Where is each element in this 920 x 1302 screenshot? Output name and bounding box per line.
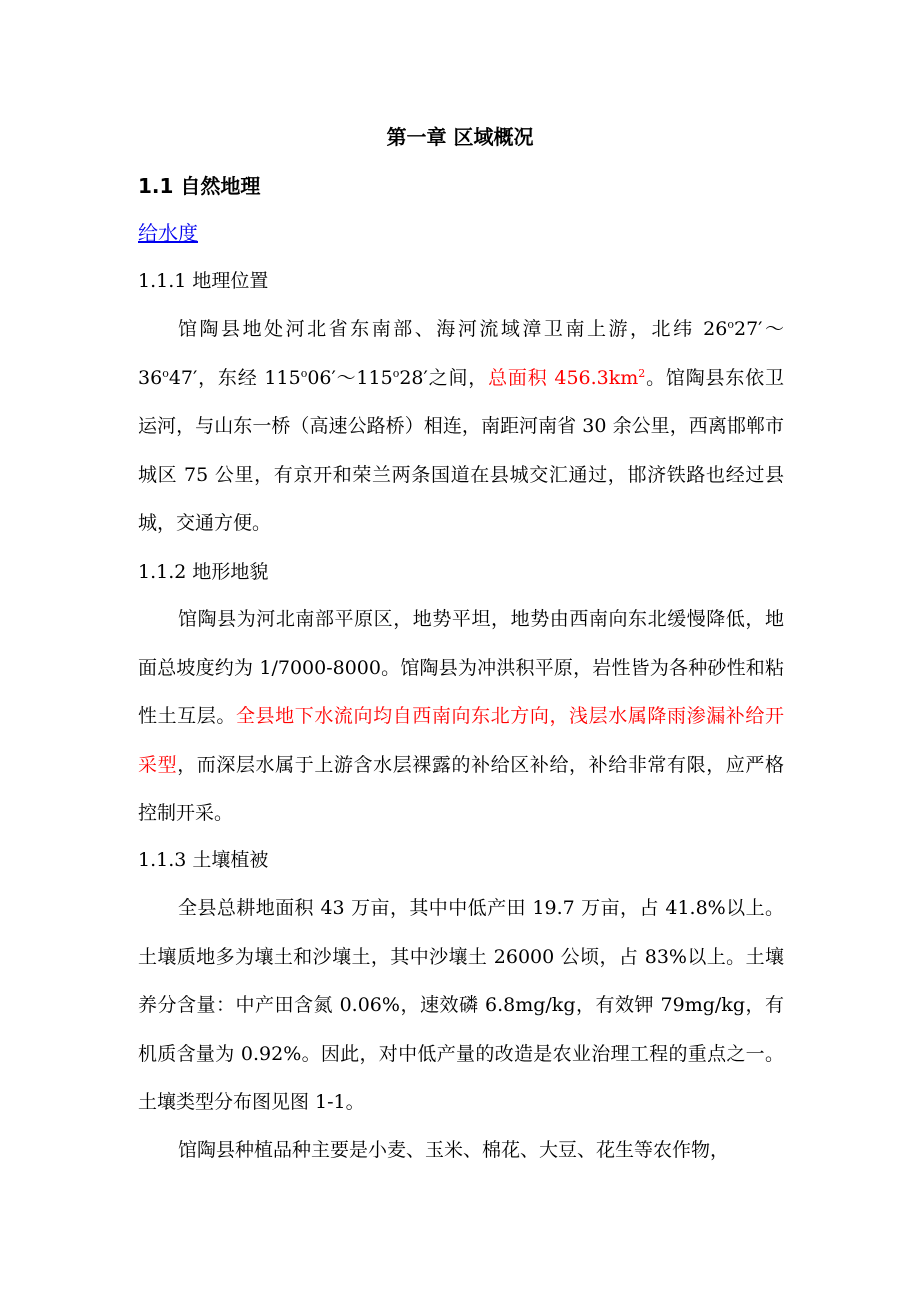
degree-mark: o <box>300 366 308 380</box>
degree-mark: o <box>727 318 734 331</box>
text-run: 馆陶县地处河北省东南部、海河流域漳卫南上游，北纬 26 <box>178 318 728 340</box>
highlighted-area-text: 总面积 456.3km <box>488 366 639 389</box>
superscript-squared: 2 <box>638 366 646 380</box>
water-supply-link[interactable]: 给水度 <box>138 221 198 245</box>
paragraph-crops: 馆陶县种植品种主要是小麦、玉米、棉花、大豆、花生等农作物， <box>178 1139 730 1161</box>
text-run: 馆陶县为河北南部平原区，地势平坦，地势由西南向东北缓慢降低，地面总坡度约为 1/7000-8000。馆陶县为冲洪积平原，岩性皆为各种砂性和粘性土互层。 <box>138 608 784 727</box>
subsection-heading-soil: 1.1.3 土壤植被 <box>138 849 269 871</box>
subsection-heading-location: 1.1.1 地理位置 <box>138 270 269 292</box>
paragraph-soil: 全县总耕地面积 43 万亩，其中中低产田 19.7 万亩，占 41.8%以上。土壤质地多为壤土和沙壤土，其中沙壤土 26000 公顷，占 83%以上。土壤养分含量：中产田含氮 0.06%，速效磷 6.8mg/kg，有效钾 79mg/kg，有机质含量为 0.92%。因此，对中低产量的改造是农业治理工程的重点之一。土壤类型分布图见图 1-1。 <box>138 897 784 1113</box>
text-run: 27′～36 <box>138 318 785 389</box>
text-run: 28′之间， <box>399 366 489 389</box>
text-run: 06′～115 <box>307 366 393 389</box>
paragraph-location <box>138 305 784 548</box>
text-run: 。馆陶县东依卫运河，与山东一桥（高速公路桥）相连，南距河南省 30 余公里，西离邯郸市城区 75 公里，有京开和荣兰两条国道在县城交汇通过，邯济铁路也经过县城，交通方便。 <box>138 366 784 534</box>
section-heading: 1.1 自然地理 <box>138 174 261 198</box>
text-run: 47′，东经 115 <box>168 366 301 389</box>
paragraph-terrain <box>138 595 784 838</box>
degree-mark: o <box>392 366 400 380</box>
text-run: ，而深层水属于上游含水层裸露的补给区补给，补给非常有限，应严格控制开采。 <box>138 753 784 824</box>
subsection-heading-terrain: 1.1.2 地形地貌 <box>138 561 269 583</box>
degree-mark: o <box>162 366 169 380</box>
highlighted-groundwater-text: 全县地下水流向均自西南向东北方向，浅层水属降雨渗漏补给开采型 <box>138 705 784 776</box>
chapter-title: 第一章 区域概况 <box>386 125 534 149</box>
